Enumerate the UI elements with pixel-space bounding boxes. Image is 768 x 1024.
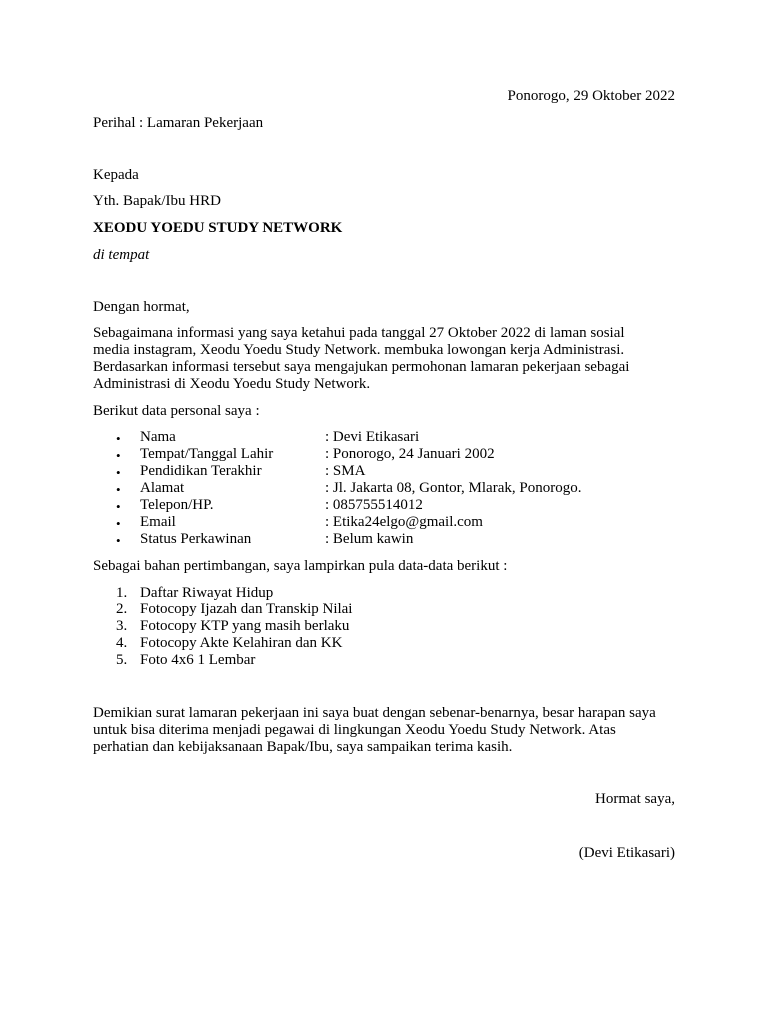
bullet-icon: • — [116, 516, 121, 531]
opening-paragraph-line: Administrasi di Xeodu Yoedu Study Network. — [93, 376, 371, 392]
personal-data-value: : Jl. Jakarta 08, Gontor, Mlarak, Ponorogo. — [325, 480, 582, 496]
attachment-number: 1. — [116, 585, 128, 601]
closing-paragraph-line: untuk bisa diterima menjadi pegawai di lingkungan Xeodu Yoedu Study Network. Atas — [93, 722, 616, 738]
personal-data-value: : Belum kawin — [325, 531, 414, 547]
closing-paragraph-line: perhatian dan kebijaksanaan Bapak/Ibu, saya sampaikan terima kasih. — [93, 739, 513, 755]
attachment-text: Foto 4x6 1 Lembar — [140, 652, 256, 668]
personal-data-label: Tempat/Tanggal Lahir — [140, 446, 274, 462]
attachment-text: Daftar Riwayat Hidup — [140, 585, 274, 601]
attachment-text: Fotocopy Akte Kelahiran dan KK — [140, 635, 343, 651]
attachments-intro: Sebagai bahan pertimbangan, saya lampirkan pula data-data berikut : — [93, 558, 508, 574]
recipient-line-2: Yth. Bapak/Ibu HRD — [93, 193, 221, 209]
bullet-icon: • — [116, 499, 121, 514]
bullet-icon: • — [116, 482, 121, 497]
regards: Hormat saya, — [595, 791, 675, 807]
attachment-number: 5. — [116, 652, 128, 668]
personal-data-label: Alamat — [140, 480, 185, 496]
opening-paragraph-line: Sebagaimana informasi yang saya ketahui pada tanggal 27 Oktober 2022 di laman sosial — [93, 325, 625, 341]
personal-data-intro: Berikut data personal saya : — [93, 403, 260, 419]
greeting: Dengan hormat, — [93, 299, 190, 315]
subject-value: : Lamaran Pekerjaan — [139, 115, 264, 131]
attachment-number: 2. — [116, 601, 128, 617]
opening-paragraph-line: media instagram, Xeodu Yoedu Study Network. membuka lowongan kerja Administrasi. — [93, 342, 625, 358]
attachment-text: Fotocopy KTP yang masih berlaku — [140, 618, 350, 634]
attachment-text: Fotocopy Ijazah dan Transkip Nilai — [140, 601, 353, 617]
personal-data-value: : 085755514012 — [325, 497, 423, 513]
personal-data-label: Nama — [140, 429, 176, 445]
personal-data-value: : Devi Etikasari — [325, 429, 420, 445]
personal-data-value: : SMA — [325, 463, 366, 479]
personal-data-label: Email — [140, 514, 176, 530]
company-name: XEODU YOEDU STUDY NETWORK — [93, 220, 343, 236]
signature-name: (Devi Etikasari) — [578, 845, 675, 861]
attachment-number: 4. — [116, 635, 128, 651]
attachment-number: 3. — [116, 618, 128, 634]
bullet-icon: • — [116, 448, 121, 463]
bullet-icon: • — [116, 533, 121, 548]
personal-data-label: Telepon/HP. — [140, 497, 214, 513]
recipient-location: di tempat — [93, 247, 150, 263]
subject-label: Perihal — [93, 115, 136, 131]
personal-data-value: : Ponorogo, 24 Januari 2002 — [325, 446, 495, 462]
opening-paragraph-line: Berdasarkan informasi tersebut saya mengajukan permohonan lamaran pekerjaan sebagai — [93, 359, 630, 375]
personal-data-value: : Etika24elgo@gmail.com — [325, 514, 483, 530]
recipient-line-1: Kepada — [93, 167, 139, 183]
personal-data-label: Pendidikan Terakhir — [140, 463, 262, 479]
closing-paragraph-line: Demikian surat lamaran pekerjaan ini saya buat dengan sebenar-benarnya, besar harapan saya — [93, 705, 656, 721]
bullet-icon: • — [116, 465, 121, 480]
place-date: Ponorogo, 29 Oktober 2022 — [507, 88, 675, 104]
bullet-icon: • — [116, 431, 121, 446]
personal-data-label: Status Perkawinan — [140, 531, 252, 547]
